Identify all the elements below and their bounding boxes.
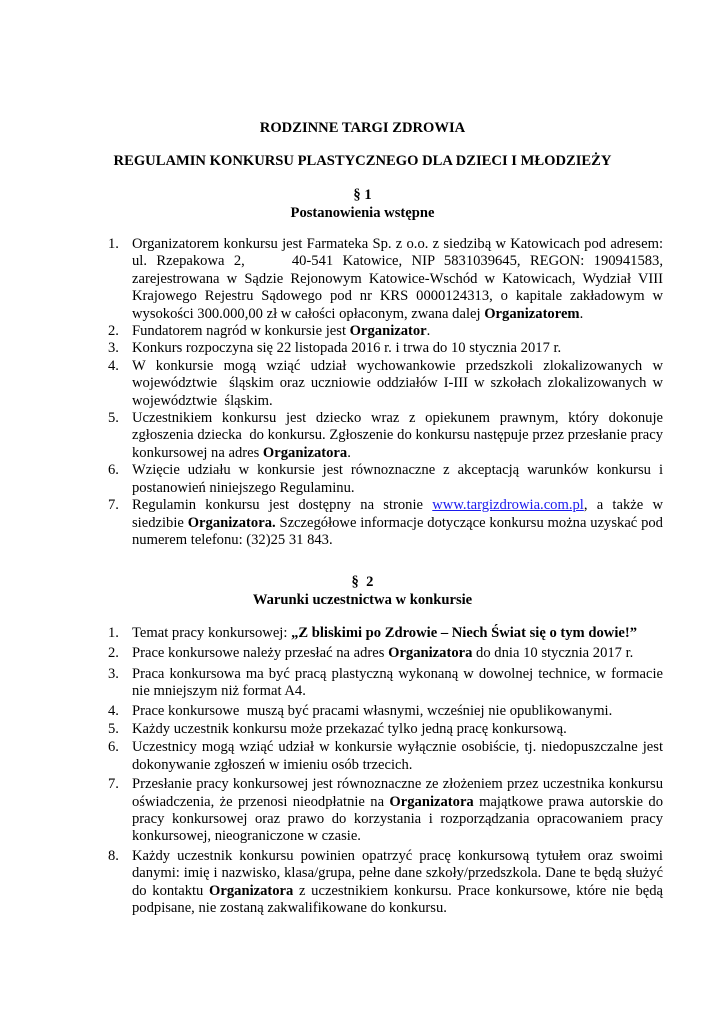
item-bold: Organizatora <box>389 793 474 810</box>
section-2-item-7 <box>108 776 663 846</box>
item-number: 1. <box>108 236 119 252</box>
item-text: . <box>426 323 431 340</box>
item-text: Temat pracy konkursowej: <box>132 625 292 641</box>
document-title: RODZINNE TARGI ZDROWIA <box>259 120 466 136</box>
item-text: W konkursie mogą wziąć udział wychowankowie przedszkoli zlokalizowanych w województwie śląskim oraz uczniowie oddziałów I-III w szkołach zlokalizowanych w województwie śląskim. <box>132 357 663 409</box>
item-text: Regulamin konkursu jest dostępny na stronie <box>132 497 433 514</box>
item-text: majątkowe prawa autorskie do pracy konkursowej oraz prawo do korzystania i rozporządzania opracowaniem pracy konkursowej, nieograniczone w czasie. <box>132 793 663 845</box>
item-bold: Organizatora <box>388 645 473 662</box>
item-text: Prace konkursowe należy przesłać na adres <box>132 645 389 662</box>
item-text: Każdy uczestnik konkursu powinien opatrzyć pracę konkursową tytułem oraz swoimi danymi: imię i nazwisko, klasa/grupa, pełne dane szkoły/przedszkola. Dane te będą służyć do kontaktu <box>132 847 663 899</box>
section-1-item-1 <box>108 236 663 323</box>
section-2-item-8 <box>108 847 663 918</box>
item-text: Każdy uczestnik konkursu może przekazać tylko jedną pracę konkursową. <box>132 721 567 738</box>
website-link[interactable]: www.targizdrowia.com.pl <box>432 497 584 514</box>
section-1-item-5 <box>108 410 663 462</box>
section-2-item-6 <box>108 739 663 774</box>
item-number: 7. <box>108 776 119 793</box>
item-bold: Organizator <box>349 323 427 340</box>
section-1-number: § 1 <box>353 187 372 203</box>
section-2-number: § 2 <box>351 574 374 590</box>
section-1-header <box>0 186 725 222</box>
document-subtitle: REGULAMIN KONKURSU PLASTYCZNEGO DLA DZIECI I MŁODZIEŻY <box>113 153 612 169</box>
item-text: Praca konkursowa ma być pracą plastyczną wykonaną w dowolnej technice, w formacie nie mniejszym niż format A4. <box>132 665 663 700</box>
section-2-item-2 <box>108 645 663 662</box>
item-number: 6. <box>108 739 119 756</box>
item-text: z uczestnikiem konkursu. Prace konkursowe, które nie będą podpisane, nie zostaną zakwalifikowane do konkursu. <box>132 882 663 917</box>
section-1-item-2 <box>108 323 663 340</box>
item-bold: „Z bliskimi po Zdrowie – Niech Świat się o tym dowie!” <box>291 625 638 641</box>
item-text: Uczestnicy mogą wziąć udział w konkursie wyłącznie osobiście, tj. niedopuszczalne jest dokonywanie zgłoszeń w imieniu osób trzecich. <box>132 739 663 773</box>
item-text: Szczegółowe informacje dotyczące konkursu można uzyskać pod numerem telefonu: (32)25 31 843. <box>132 514 663 548</box>
item-number: 3. <box>108 340 119 357</box>
item-number: 2. <box>108 323 119 340</box>
item-bold: Organizatora <box>209 882 294 899</box>
item-text: , a także w siedzibie <box>132 497 663 531</box>
item-bold: Organizatorem <box>484 305 580 322</box>
item-number: 2. <box>108 645 119 662</box>
item-number: 4. <box>108 702 119 719</box>
item-number: 8. <box>108 847 119 864</box>
item-number: 1. <box>108 625 119 641</box>
item-text: Fundatorem nagród w konkursie jest <box>132 323 350 340</box>
item-number: 5. <box>108 721 119 738</box>
item-text: do dnia 10 stycznia 2017 r. <box>472 645 634 662</box>
item-text: . <box>579 305 584 322</box>
section-2-header <box>0 573 725 609</box>
section-2-item-3 <box>108 665 663 701</box>
item-number: 7. <box>108 497 119 514</box>
section-1-item-6 <box>108 462 663 497</box>
item-text: Wzięcie udziału w konkursie jest równoznaczne z akceptacją warunków konkursu i postanowień niniejszego Regulaminu. <box>132 462 663 496</box>
section-2-heading: Warunki uczestnictwa w konkursie <box>252 592 473 608</box>
section-2-item-1 <box>108 625 663 642</box>
section-1-list <box>108 236 663 549</box>
item-number: 4. <box>108 357 119 374</box>
item-text: Przesłanie pracy konkursowej jest równoznaczne ze złożeniem przez uczestnika konkursu oświadczenia, że przenosi nieodpłatnie na <box>132 776 663 810</box>
item-number: 5. <box>108 410 119 427</box>
section-2-list <box>108 625 663 918</box>
section-1-item-4 <box>108 357 663 410</box>
section-2-item-5 <box>108 721 663 738</box>
section-1-heading: Postanowienia wstępne <box>290 205 435 221</box>
section-2-item-4 <box>108 702 663 720</box>
item-bold: Organizatora. <box>187 514 276 531</box>
item-number: 3. <box>108 665 119 682</box>
item-bold: Organizatora <box>262 444 348 461</box>
item-number: 6. <box>108 462 119 479</box>
section-1-item-3 <box>108 340 663 357</box>
item-text: . <box>347 444 351 461</box>
item-text: Konkurs rozpoczyna się 22 listopada 2016 r. i trwa do 10 stycznia 2017 r. <box>132 340 562 357</box>
item-text: Organizatorem konkursu jest Farmateka Sp. z o.o. z siedzibą w Katowicach pod adresem: ul. Rzepakowa 2, 40-541 Katowice, NIP 5831039645, REGON: 190941583, zarejestrowana w Sądzie Rejonowym Katowice-Wschód w Katowicach, Wydział VIII Krajowego Rejestru Sądowego pod nr KRS 0000124313, o kapitale zakładowym w wysokości 300.000,00 zł w całości opłaconym, zwana dalej <box>132 236 663 322</box>
section-1-item-7 <box>108 497 663 549</box>
item-text: Prace konkursowe muszą być pracami własnymi, wcześniej nie opublikowanymi. <box>132 702 613 719</box>
item-text: Uczestnikiem konkursu jest dziecko wraz z opiekunem prawnym, który dokonuje zgłoszenia dziecka do konkursu. Zgłoszenie do konkursu następuje przez przesłanie pracy konkursowej na adres <box>132 410 663 461</box>
